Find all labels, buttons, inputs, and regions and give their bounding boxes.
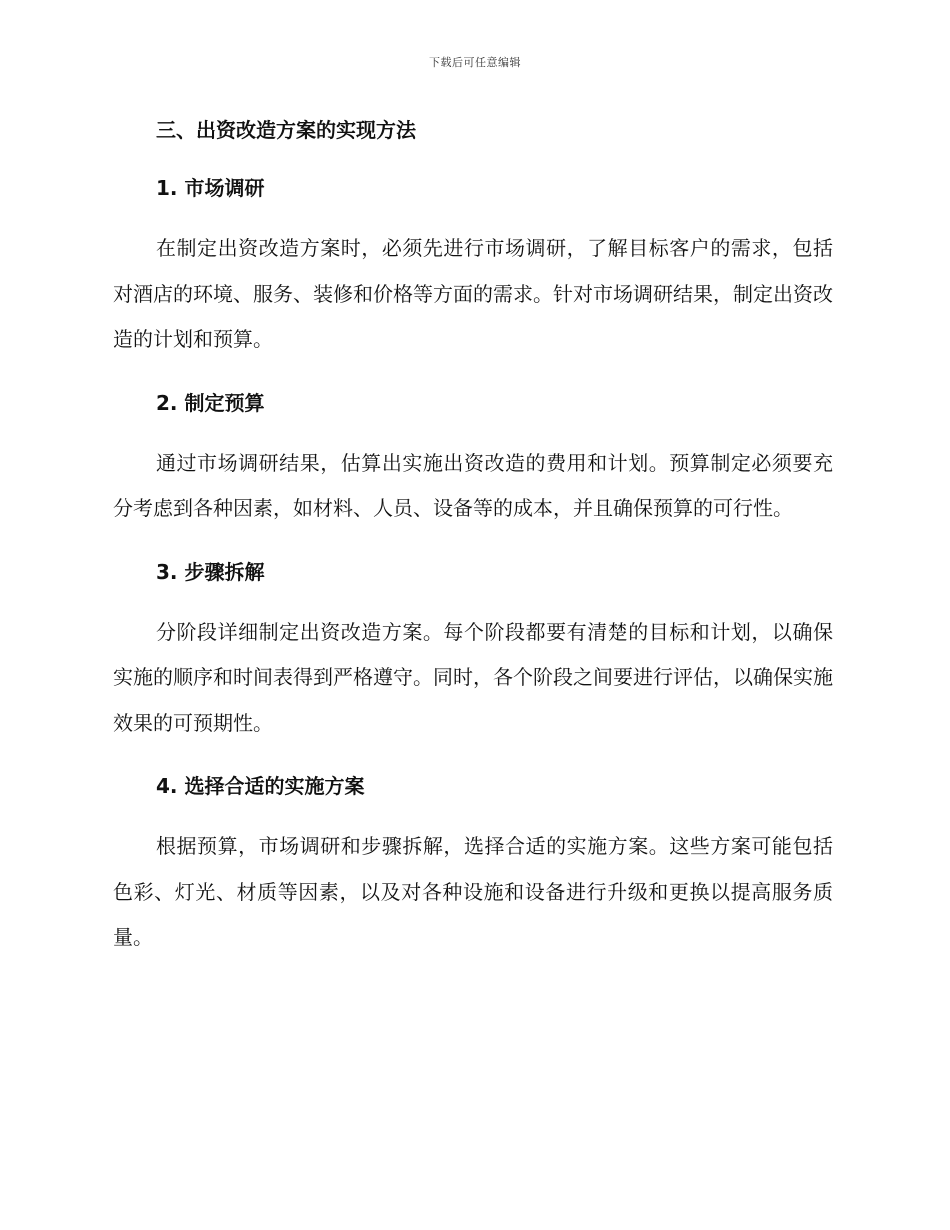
section-title: 三、出资改造方案的实现方法 [156,118,416,142]
document-body [113,112,833,983]
subsection-title-steps: 3. 步骤拆解 [156,559,265,584]
paragraph-market-research: 在制定出资改造方案时，必须先进行市场调研，了解目标客户的需求，包括对酒店的环境、服务、装修和价格等方面的需求。针对市场调研结果，制定出资改造的计划和预算。 [113,236,833,351]
paragraph-budget: 通过市场调研结果，估算出实施出资改造的费用和计划。预算制定必须要充分考虑到各种因素，如材料、人员、设备等的成本，并且确保预算的可行性。 [113,450,833,520]
header-note: 下载后可任意编辑 [429,56,521,69]
subsection-title-budget: 2. 制定预算 [156,390,265,415]
subsection-title-market-research: 1. 市场调研 [156,176,265,200]
paragraph-steps: 分阶段详细制定出资改造方案。每个阶段都要有清楚的目标和计划，以确保实施的顺序和时间表得到严格遵守。同时，各个阶段之间要进行评估，以确保实施效果的可预期性。 [113,619,833,735]
paragraph-implementation: 根据预算，市场调研和步骤拆解，选择合适的实施方案。这些方案可能包括色彩、灯光、材质等因素，以及对各种设施和设备进行升级和更换以提高服务质量。 [113,834,833,949]
subsection-title-implementation: 4. 选择合适的实施方案 [156,774,365,798]
